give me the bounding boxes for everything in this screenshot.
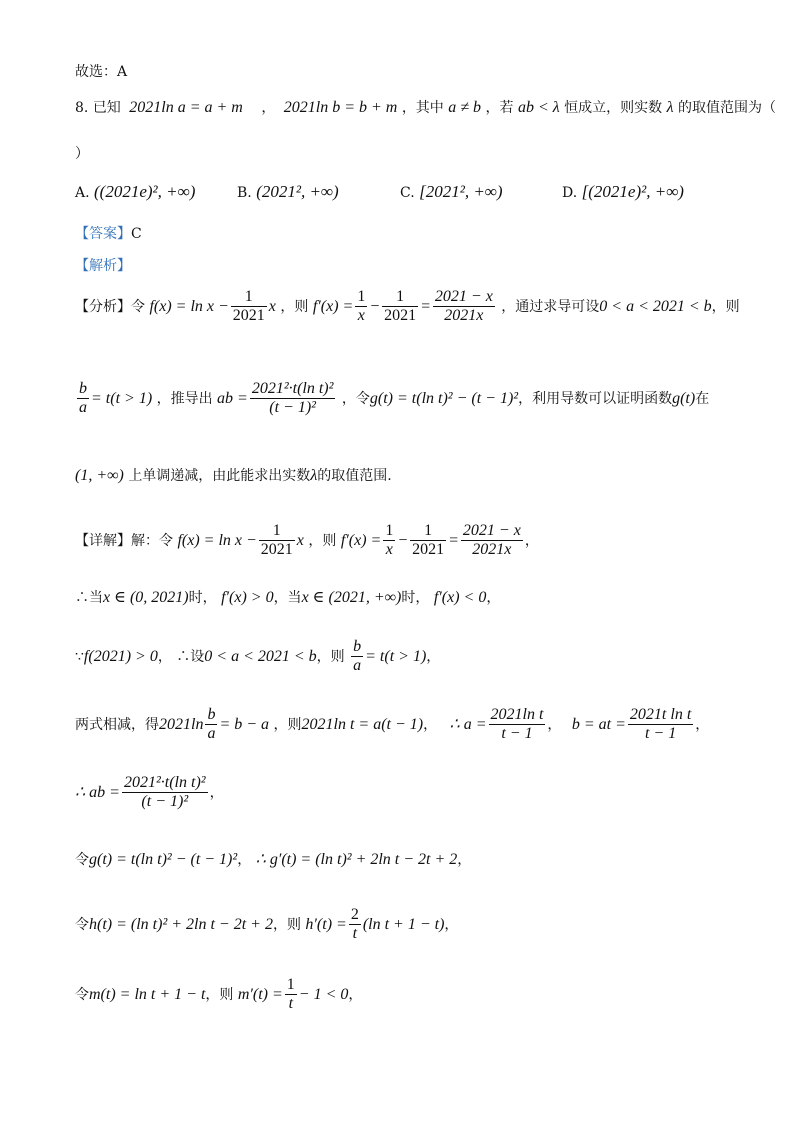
fenxi-line-3 <box>75 466 740 485</box>
fenxi-fp-frac-c <box>433 288 495 326</box>
option-b <box>237 182 339 202</box>
detail-ba-frac <box>351 638 363 676</box>
detail-text: ∴设 <box>176 648 205 665</box>
fenxi-minus: − <box>369 297 381 315</box>
detail-lnt-eq: 2021ln t = a(t − 1) <box>301 715 424 733</box>
answer-line <box>75 226 740 243</box>
frac-num: 2021t ln t <box>628 706 693 725</box>
answer-value: C <box>131 226 142 242</box>
detail-fp-pos: f′(x) > 0 <box>221 589 274 606</box>
frac-num: 2021 − x <box>461 522 523 541</box>
frac-den: x <box>385 541 393 559</box>
detail-f-frac <box>259 522 295 560</box>
fenxi-g-name: g(t) <box>672 389 696 407</box>
detail-line-3 <box>75 638 740 676</box>
detail-text: ， <box>457 852 472 868</box>
detail-b-frac <box>628 706 693 744</box>
detail-m-def: m(t) = ln t + 1 − t <box>89 985 206 1003</box>
frac-den: x <box>357 307 365 325</box>
fenxi-text: ，通过求导可设 <box>501 298 600 315</box>
question-number: 8. <box>75 100 89 116</box>
detail-hp-frac <box>349 906 361 944</box>
option-c-label: C. <box>400 185 415 201</box>
fenxi-ab-lhs: ab = <box>217 389 248 407</box>
frac-num: 1 <box>285 976 297 995</box>
detail-f-lhs: f(x) = ln x − <box>177 531 257 549</box>
frac-den: 2021 <box>260 541 293 559</box>
detail-text: ， <box>486 590 501 606</box>
detail-mp-lhs: m′(t) = <box>237 985 283 1003</box>
frac-num: b <box>351 638 363 657</box>
detail-text: ， <box>444 916 459 933</box>
option-a-value: ((2021e)², +∞) <box>94 182 196 201</box>
detail-fp-frac-b <box>410 522 446 560</box>
detail-ba-tail: = t(t > 1) <box>365 647 427 665</box>
question-cond-text3: 恒成立，则实数 <box>564 100 663 116</box>
frac-num: b <box>77 380 89 399</box>
detail-text: 令 <box>75 916 89 933</box>
detail-text: ，则 <box>272 916 301 933</box>
question-cond-text2: ，若 <box>485 100 514 116</box>
detail-line-2 <box>75 588 740 607</box>
detail-text: 令 <box>75 852 89 868</box>
fenxi-ba-tail: = t(t > 1) <box>91 389 153 407</box>
fenxi-line-1 <box>75 288 740 326</box>
option-a-label: A. <box>75 185 90 201</box>
detail-mp-tail: − 1 < 0 <box>298 985 349 1003</box>
detail-text: ∴当 <box>75 590 103 606</box>
question-cond-expr2: ab < λ <box>517 99 560 116</box>
detail-minus: − <box>397 531 409 549</box>
frac-den: t <box>288 995 294 1013</box>
fenxi-text: 令 <box>131 298 145 315</box>
fenxi-ineq: 0 < a < 2021 < b <box>599 297 712 315</box>
detail-x-interval-2: x ∈ (2021, +∞) <box>301 589 402 606</box>
detail-text: ， <box>524 532 539 549</box>
fenxi-lambda: λ <box>310 467 318 484</box>
frac-den: (t − 1)² <box>269 399 316 417</box>
detail-g-def: g(t) = t(ln t)² − (t − 1)² <box>89 851 238 868</box>
detail-fp-lhs: f′(x) = <box>340 531 382 549</box>
question-cond-text4: 的取值范围为（ <box>677 100 776 116</box>
option-d-value: [(2021e)², +∞) <box>581 182 684 201</box>
fenxi-text: ，推导出 <box>156 390 213 407</box>
detail-ab-lhs: ∴ ab = <box>75 783 120 801</box>
frac-den: a <box>79 399 87 417</box>
detail-text: 解：令 <box>131 532 173 549</box>
question-eq2: 2021ln b = b + m <box>283 99 398 116</box>
fenxi-f-frac <box>231 288 267 326</box>
detail-text: ，则 <box>308 532 337 549</box>
detail-line-8 <box>75 976 740 1014</box>
detail-line-7 <box>75 906 740 944</box>
frac-num: 1 <box>355 288 367 307</box>
frac-num: 1 <box>382 288 418 307</box>
detail-gp-def: ∴ g′(t) = (ln t)² + 2ln t − 2t + 2 <box>255 851 458 868</box>
detail-b-lhs: b = at = <box>571 715 626 733</box>
detail-a-frac <box>489 706 546 744</box>
question-close-paren: ） <box>75 146 89 162</box>
detail-text: ，则 <box>316 648 345 665</box>
detail-line-6 <box>75 850 740 869</box>
fenxi-text: 的取值范围. <box>317 468 392 484</box>
detail-ineq: 0 < a < 2021 < b <box>204 647 317 665</box>
detail-eq: = <box>448 531 459 549</box>
fenxi-fp-lhs: f′(x) = <box>312 297 354 315</box>
detail-lnba-frac <box>205 706 217 744</box>
analysis-label: 【解析】 <box>75 258 131 274</box>
analysis-line <box>75 258 740 275</box>
question-cond-text1: ，其中 <box>401 100 444 116</box>
detail-text: 令 <box>75 986 89 1003</box>
detail-lnba-lhs: 2021ln <box>159 715 204 733</box>
fenxi-text: ，则 <box>711 298 740 315</box>
frac-num: 2 <box>349 906 361 925</box>
fenxi-g-def: g(t) = t(ln t)² − (t − 1)² <box>369 389 519 407</box>
detail-ab-frac <box>122 774 208 812</box>
detail-lnba-tail: = b − a <box>219 715 270 733</box>
detail-text: ， <box>237 852 252 868</box>
fenxi-f-lhs: f(x) = ln x − <box>149 297 229 315</box>
frac-num: 1 <box>259 522 295 541</box>
fenxi-fp-frac-b <box>382 288 418 326</box>
detail-h-def: h(t) = (ln t)² + 2ln t − 2t + 2 <box>89 915 273 933</box>
detail-text: ，则 <box>273 716 302 733</box>
fenxi-text: 上单调递减，由此能求出实数 <box>128 468 311 484</box>
detail-text: ， <box>348 986 363 1003</box>
detail-fp-frac-a <box>383 522 395 560</box>
fenxi-ba-frac <box>77 380 89 418</box>
question-eq1: 2021ln a = a + m <box>129 99 243 116</box>
detail-a-lhs: ∴ a = <box>449 715 487 733</box>
fenxi-f-tail: x <box>268 297 276 315</box>
detail-hp-lhs: h′(t) = <box>305 915 347 933</box>
frac-den: 2021x <box>472 541 512 559</box>
detail-text: ∵ <box>75 648 84 665</box>
fenxi-label: 【分析】 <box>75 298 131 315</box>
fenxi-interval: (1, +∞) <box>75 467 124 484</box>
frac-den: 2021 <box>232 307 265 325</box>
detail-text: ， <box>423 716 438 733</box>
detail-f-tail: x <box>296 531 304 549</box>
fenxi-text: ，利用导数可以证明函数 <box>518 390 673 407</box>
answer-label: 【答案】 <box>75 226 131 242</box>
detail-hp-tail: (ln t + 1 − t) <box>362 915 445 933</box>
question-lambda: λ <box>666 99 674 116</box>
question-close-line <box>75 146 740 163</box>
frac-den: t <box>352 925 358 943</box>
frac-num: 2021ln t <box>489 706 546 725</box>
detail-text: ， <box>426 648 441 665</box>
option-b-label: B. <box>237 185 252 201</box>
frac-den: 2021 <box>384 307 417 325</box>
detail-line-1 <box>75 522 740 560</box>
frac-num: 2021²·t(ln t)² <box>122 774 208 793</box>
detail-text: ，则 <box>205 986 234 1003</box>
frac-den: t − 1 <box>501 725 533 743</box>
detail-f2021: f(2021) > 0 <box>83 647 158 665</box>
option-d <box>562 182 684 202</box>
fenxi-text: ，令 <box>341 390 370 407</box>
fenxi-text: ，则 <box>280 298 309 315</box>
frac-num: 1 <box>231 288 267 307</box>
prev-answer-text: 故选：A <box>75 64 128 80</box>
prev-answer-line <box>75 64 740 81</box>
detail-x-interval-1: x ∈ (0, 2021) <box>103 589 189 606</box>
option-a <box>75 182 195 202</box>
question-line: 8. 已知 2021ln a = a + m ， 2021ln b = b + m ，其中 a ≠ b ，若 ab < λ 恒成立，则实数 λ 的取值范围为（ <box>75 99 776 116</box>
frac-num: b <box>205 706 217 725</box>
detail-text: ， <box>547 716 562 733</box>
frac-num: 1 <box>410 522 446 541</box>
detail-fp-neg: f′(x) < 0 <box>433 589 487 606</box>
detail-text: 两式相减，得 <box>75 716 159 733</box>
fenxi-eq: = <box>420 297 431 315</box>
detail-text: ， <box>209 784 224 801</box>
detail-text: 时， <box>188 590 217 606</box>
option-d-label: D. <box>562 185 578 201</box>
question-cond-expr1: a ≠ b <box>448 99 482 116</box>
detail-label: 【详解】 <box>75 532 131 549</box>
detail-text: 时， <box>401 590 430 606</box>
frac-den: 2021x <box>444 307 484 325</box>
detail-fp-frac-c <box>461 522 523 560</box>
option-b-value: (2021², +∞) <box>256 182 339 201</box>
detail-line-4 <box>75 706 740 744</box>
fenxi-text: 在 <box>695 390 710 407</box>
frac-num: 2021²·t(ln t)² <box>250 380 336 399</box>
option-c-value: [2021², +∞) <box>419 182 503 201</box>
frac-den: t − 1 <box>644 725 677 743</box>
detail-text: ，当 <box>273 590 302 606</box>
frac-den: (t − 1)² <box>141 793 189 811</box>
frac-num: 1 <box>383 522 395 541</box>
frac-den: a <box>207 725 216 743</box>
frac-den: 2021 <box>412 541 445 559</box>
detail-mp-frac <box>285 976 297 1014</box>
detail-text: ， <box>157 648 172 665</box>
detail-line-5 <box>75 774 740 812</box>
option-c <box>400 182 503 202</box>
question-intro: 已知 <box>92 100 121 116</box>
detail-text: ， <box>695 716 710 733</box>
fenxi-fp-frac-a <box>355 288 367 326</box>
fenxi-ab-frac <box>250 380 336 418</box>
frac-num: 2021 − x <box>433 288 495 307</box>
frac-den: a <box>353 657 362 675</box>
fenxi-line-2 <box>75 380 740 418</box>
